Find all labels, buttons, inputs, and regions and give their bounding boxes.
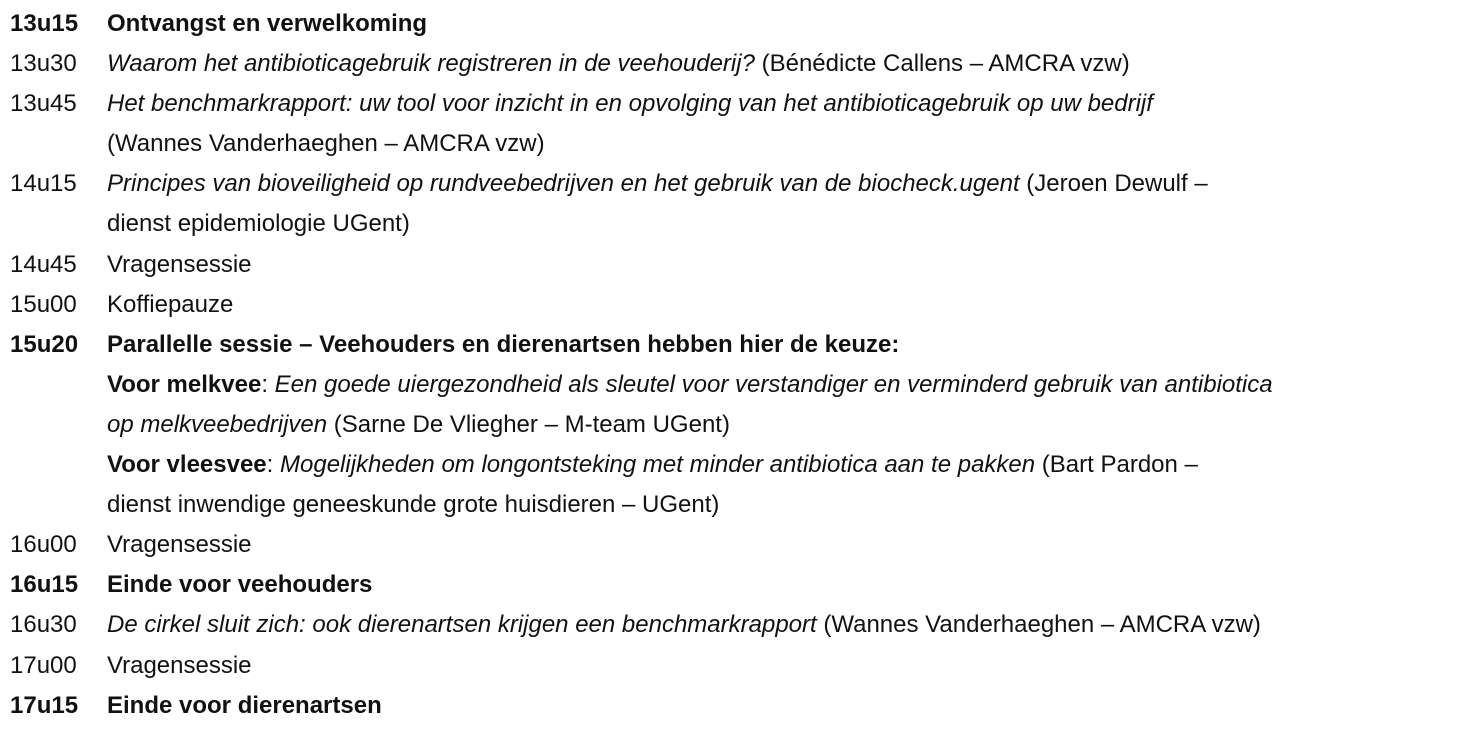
description-line <box>107 285 1471 325</box>
text-segment: (Wannes Vanderhaeghen – AMCRA vzw) <box>816 611 1261 639</box>
program-description <box>107 686 1471 726</box>
program-row <box>10 164 1471 244</box>
text-segment: Voor vleesvee <box>107 451 267 479</box>
program-time: 13u30 <box>10 50 77 78</box>
description-line <box>107 124 1471 164</box>
program-description <box>107 565 1471 605</box>
text-segment: (Wannes Vanderhaeghen – AMCRA vzw) <box>107 130 545 158</box>
program-description <box>107 525 1471 565</box>
description-line <box>107 565 1471 605</box>
description-line <box>107 44 1471 84</box>
text-segment: (Jeroen Dewulf – <box>1019 170 1208 198</box>
program-description <box>107 84 1471 164</box>
program-time: 14u15 <box>10 170 77 198</box>
program-description <box>107 4 1471 44</box>
program-time: 15u00 <box>10 290 77 318</box>
program-row <box>10 605 1471 645</box>
description-line <box>107 605 1471 645</box>
program-description <box>107 646 1471 686</box>
program-row <box>10 646 1471 686</box>
description-line <box>107 204 1471 244</box>
description-line <box>107 245 1471 285</box>
text-segment: Vragensessie <box>107 651 252 679</box>
description-line <box>107 445 1471 485</box>
program-description <box>107 325 1471 525</box>
program-time: 13u45 <box>10 90 77 118</box>
description-line <box>107 164 1471 204</box>
program-row <box>10 686 1471 726</box>
program-description <box>107 285 1471 325</box>
text-segment: (Bénédicte Callens – AMCRA vzw) <box>754 50 1130 78</box>
program-row <box>10 325 1471 525</box>
program-row <box>10 525 1471 565</box>
description-line <box>107 325 1471 365</box>
text-segment: Koffiepauze <box>107 290 234 318</box>
text-segment: Einde voor veehouders <box>107 571 373 599</box>
text-segment: (Sarne De Vliegher – M-team UGent) <box>327 410 730 438</box>
description-line <box>107 525 1471 565</box>
description-line <box>107 485 1471 525</box>
text-segment: De cirkel sluit zich: ook dierenartsen krijgen een benchmarkrapport <box>107 611 817 639</box>
text-segment: Voor melkvee <box>107 370 262 398</box>
text-segment: Einde voor dierenartsen <box>107 691 382 719</box>
program-time: 16u15 <box>10 571 79 599</box>
program-time: 14u45 <box>10 250 77 278</box>
text-segment: Het benchmarkrapport: uw tool voor inzicht in en opvolging van het antibioticagebruik op uw bedrijf <box>107 90 1153 118</box>
description-line <box>107 646 1471 686</box>
description-line <box>107 84 1471 124</box>
program-time: 16u30 <box>10 611 77 639</box>
text-segment: Vragensessie <box>107 531 252 559</box>
text-segment: dienst inwendige geneeskunde grote huisdieren – UGent) <box>107 491 720 519</box>
description-line <box>107 686 1471 726</box>
description-line <box>107 405 1471 445</box>
text-segment: Waarom het antibioticagebruik registreren in de veehouderij? <box>107 50 755 78</box>
text-segment: (Bart Pardon – <box>1035 451 1198 479</box>
program-time: 16u00 <box>10 531 77 559</box>
program-description <box>107 44 1471 84</box>
text-segment: op melkveebedrijven <box>107 410 328 438</box>
text-segment: : <box>266 451 280 479</box>
text-segment: : <box>261 370 275 398</box>
program-row <box>10 44 1471 84</box>
program-row <box>10 4 1471 44</box>
description-line <box>107 4 1471 44</box>
description-line <box>107 365 1471 405</box>
text-segment: Vragensessie <box>107 250 252 278</box>
text-segment: Een goede uiergezondheid als sleutel voor verstandiger en verminderd gebruik van antibiotica <box>274 370 1273 398</box>
program-description <box>107 605 1471 645</box>
program-description <box>107 245 1471 285</box>
text-segment: dienst epidemiologie UGent) <box>107 210 410 238</box>
text-segment: Principes van bioveiligheid op rundveebedrijven en het gebruik van de biocheck.ugent <box>107 170 1020 198</box>
program-description <box>107 164 1471 244</box>
program-time: 15u20 <box>10 330 79 358</box>
program-row <box>10 84 1471 164</box>
program-time: 13u15 <box>10 10 79 37</box>
program-time: 17u15 <box>10 691 79 719</box>
program-time: 17u00 <box>10 651 77 679</box>
program-row <box>10 245 1471 285</box>
program-row <box>10 565 1471 605</box>
text-segment: Ontvangst en verwelkoming <box>107 10 428 37</box>
text-segment: Mogelijkheden om longontsteking met minder antibiotica aan te pakken <box>280 451 1036 479</box>
program-row <box>10 285 1471 325</box>
text-segment: Parallelle sessie – Veehouders en dierenartsen hebben hier de keuze: <box>107 330 900 358</box>
